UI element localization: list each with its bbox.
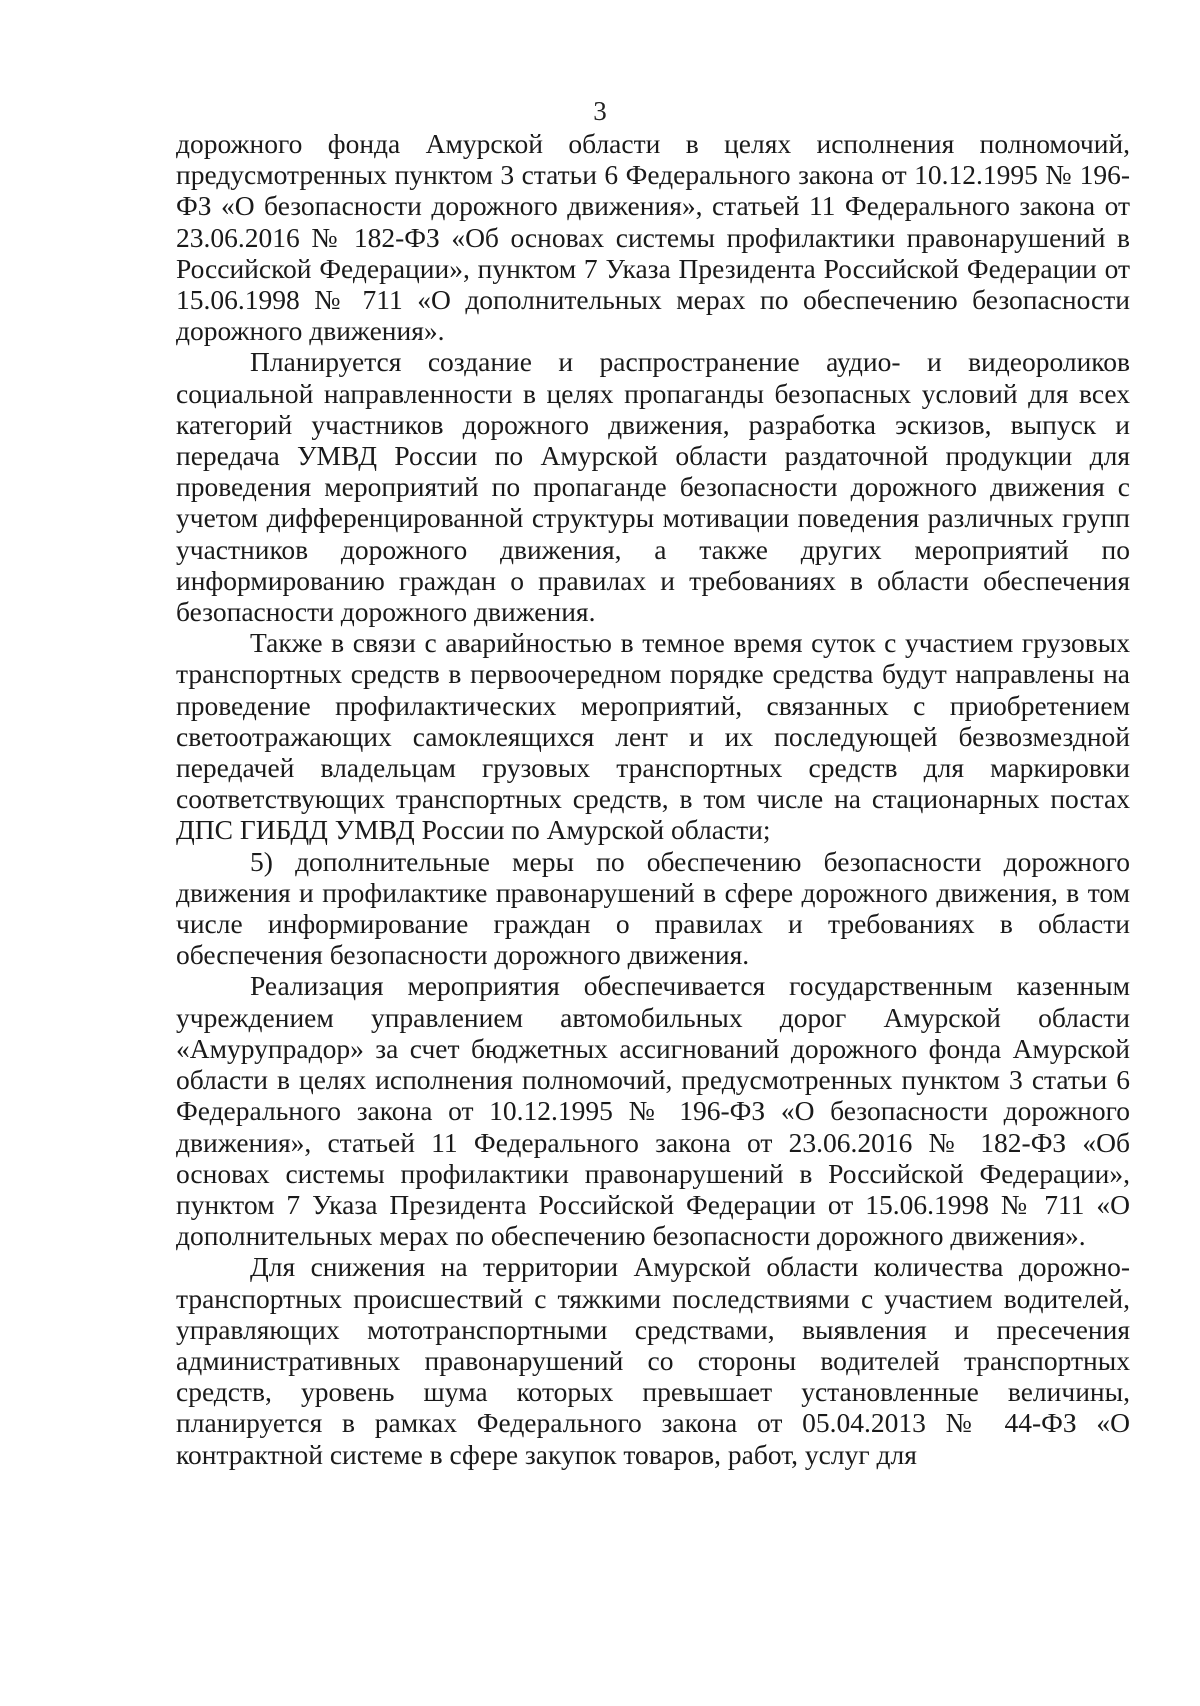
paragraph-3: Также в связи с аварийностью в темное время суток с участием грузовых транспортных средств в первоочередном порядке средства будут направлены на проведение профилактических мероприятий, связанных с приобретением светоотражающих самоклеящихся лент и их последующей безвозмездной передачей владельцам грузовых транспортных средств для маркировки соответствующих транспортных средств, в том числе на стационарных постах ДПС ГИБДД УМВД России по Амурской области; — [176, 627, 1130, 846]
paragraph-4: 5) дополнительные меры по обеспечению безопасности дорожного движения и профилактике правонарушений в сфере дорожного движения, в том числе информирование граждан о правилах и требованиях в области обеспечения безопасности дорожного движения. — [176, 845, 1130, 971]
paragraph-5: Реализация мероприятия обеспечивается государственным казенным учреждением управлением автомобильных дорог Амурской области «Амурупрадор» за счет бюджетных ассигнований дорожного фонда Амурской области в целях исполнения полномочий, предусмотренных пунктом 3 статьи 6 Федерального закона от 10.12.1995 № 196-ФЗ «О безопасности дорожного движения», статьей 11 Федерального закона от 23.06.2016 № 182-ФЗ «Об основах системы профилактики правонарушений в Российской Федерации», пунктом 7 Указа Президента Российской Федерации от 15.06.1998 № 711 «О дополнительных мерах по обеспечению безопасности дорожного движения». — [176, 970, 1130, 1252]
paragraph-6: Для снижения на территории Амурской области количества дорожно-транспортных происшествий с тяжкими последствиями с участием водителей, управляющих мототранспортными средствами, выявления и пресечения административных правонарушений со стороны водителей транспортных средств, уровень шума которых превышает установленные величины, планируется в рамках Федерального закона от 05.04.2013 № 44-ФЗ «О контрактной системе в сфере закупок товаров, работ, услуг для — [176, 1251, 1130, 1470]
page-number: 3 — [593, 96, 607, 126]
document-body — [176, 128, 1130, 1470]
paragraph-2: Планируется создание и распространение аудио- и видеороликов социальной направленности в целях пропаганды безопасных условий для всех категорий участников дорожного движения, разработка эскизов, выпуск и передача УМВД России по Амурской области раздаточной продукции для проведения мероприятий по пропаганде безопасности дорожного движения с учетом дифференцированной структуры мотивации поведения различных групп участников дорожного движения, а также других мероприятий по информированию граждан о правилах и требованиях в области обеспечения безопасности дорожного движения. — [176, 346, 1130, 628]
paragraph-1: дорожного фонда Амурской области в целях исполнения полномочий, предусмотренных пунктом 3 статьи 6 Федерального закона от 10.12.1995 № 196-ФЗ «О безопасности дорожного движения», статьей 11 Федерального закона от 23.06.2016 № 182-ФЗ «Об основах системы профилактики правонарушений в Российской Федерации», пунктом 7 Указа Президента Российской Федерации от 15.06.1998 № 711 «О дополнительных мерах по обеспечению безопасности дорожного движения». — [176, 128, 1130, 347]
